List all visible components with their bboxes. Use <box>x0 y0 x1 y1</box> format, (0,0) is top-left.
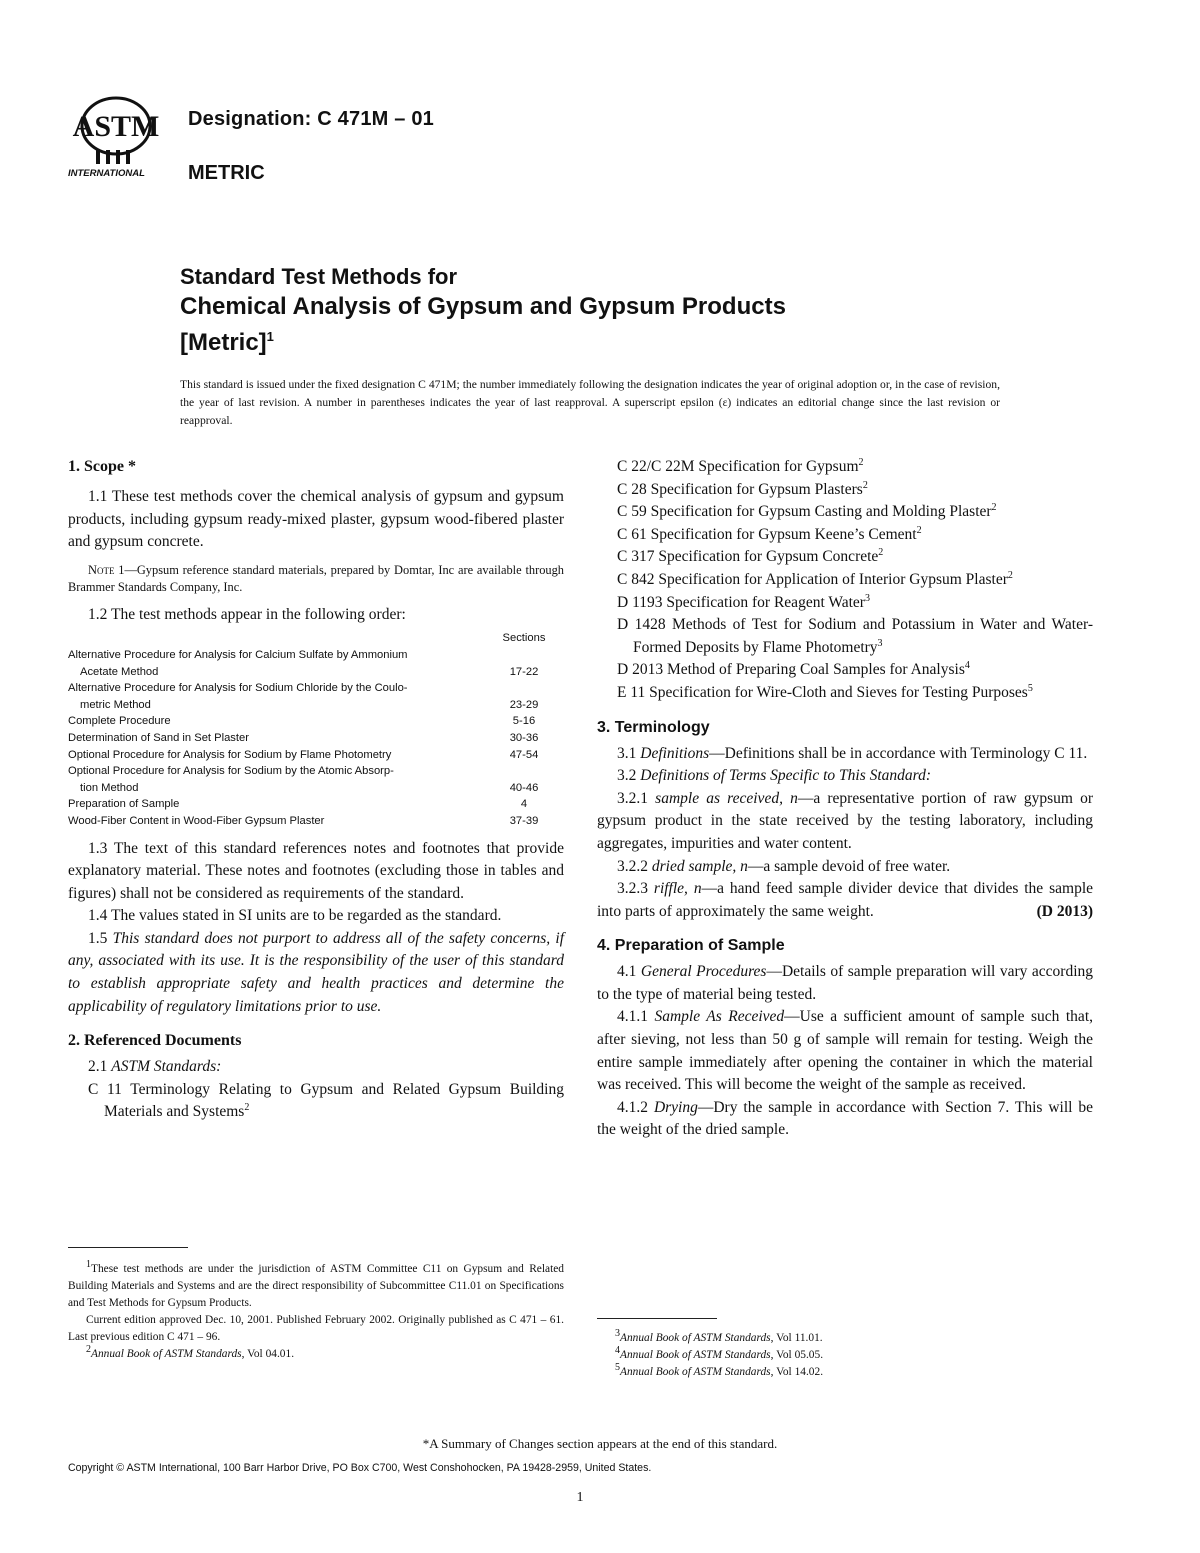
referenced-item: C 22/C 22M Specification for Gypsum$^2$ <box>617 456 864 475</box>
referenced-item: C 317 Specification for Gypsum Concrete$^2$ <box>617 547 884 566</box>
referenced-item: C 61 Specification for Gypsum Keene’s Cement$^2$ <box>617 524 922 543</box>
footnote-rule-left <box>68 1247 188 1248</box>
title-footnote-mark: 1 <box>266 329 274 344</box>
sections-number: 4 <box>520 798 528 811</box>
section-heading-scope: 1. Scope * <box>68 458 136 475</box>
paragraph-3-2-2: 3.2.2 dried sample, n—a sample devoid of free water. <box>617 857 951 875</box>
sections-row: Alternative Procedure for Analysis for Sodium Chloride by the Coulo- metric Method 23-29 <box>68 680 554 713</box>
footnote-3: $^3$Annual Book of ASTM Standards, Vol 11.01. <box>615 1328 823 1344</box>
astm-logo-icon <box>66 96 172 180</box>
sections-row: Complete Procedure 5-16 <box>68 713 554 730</box>
referenced-item: C 28 Specification for Gypsum Plasters$^2$ <box>617 479 868 498</box>
paragraph-3-2-1: 3.2.1 sample as received, n—a representative portion of raw gypsum or gypsum product in the state received by the testing laboratory, including aggregates, impurities and water content. <box>597 789 1094 852</box>
section-heading-referenced: 2. Referenced Documents <box>68 1032 242 1050</box>
paragraph-2-1: 2.1 ASTM Standards: <box>88 1058 222 1076</box>
footnote-1: $^1$These test methods are under the jurisdiction of ASTM Committee C11 on Gypsum and Related Building Materials and Systems and are the direct responsibility of Subcommittee C11.01 on Specifications and Test Methods for Gypsum Products. <box>68 1259 564 1309</box>
sections-number: 40-46 <box>509 781 539 794</box>
sections-header-row <box>68 630 554 647</box>
paragraph-4-1: 4.1 General Procedures—Details of sample preparation will vary according to the type of material being tested. <box>597 963 1094 1003</box>
paragraph-3-2-3: 3.2.3 riffle, n—a hand feed sample divider device that divides the sample into parts of approximately the same weight. (D 2013) <box>597 878 1093 923</box>
ref-c11: C 11 Terminology Relating to Gypsum and Related Gypsum Building Materials and Systems$^2$ <box>88 1080 564 1121</box>
sections-row: Optional Procedure for Analysis for Sodium by the Atomic Absorp- tion Method 40-46 <box>68 763 554 796</box>
sections-row: Determination of Sand in Set Plaster 30-36 <box>68 730 554 747</box>
note-1: Note 1—Gypsum reference standard materials, prepared by Domtar, Inc are available through Brammer Standards Company, Inc. <box>68 562 564 594</box>
metric-label: METRIC <box>188 162 265 184</box>
summary-note: *A Summary of Changes section appears at the end of this standard. <box>422 1436 778 1451</box>
referenced-item: C 842 Specification for Application of Interior Gypsum Plaster$^2$ <box>617 569 1013 588</box>
left-column <box>68 456 564 1124</box>
sections-number: 5-16 <box>512 715 536 728</box>
document-title <box>180 262 1080 358</box>
sections-number: 37-39 <box>509 814 539 827</box>
paragraph-1-1: 1.1 These test methods cover the chemical analysis of gypsum and gypsum products, including gypsum ready-mixed plaster, gypsum wood-fibered plaster and gypsum concrete. <box>68 488 564 551</box>
sections-header: Sections <box>502 632 546 645</box>
sections-row: Preparation of Sample 4 <box>68 796 554 813</box>
footnote-5: $^5$Annual Book of ASTM Standards, Vol 14.02. <box>615 1362 824 1378</box>
copyright: Copyright © ASTM International, 100 Barr Harbor Drive, PO Box C700, West Conshohocken, PA 19428-2959, United States. <box>68 1462 652 1474</box>
referenced-item: D 1193 Specification for Reagent Water$^3$ <box>617 592 870 611</box>
paragraph-1-4: 1.4 The values stated in SI units are to be regarded as the standard. <box>88 907 502 925</box>
section-heading-terminology: 3. Terminology <box>597 718 710 736</box>
footnotes-left <box>68 1261 564 1363</box>
footnote-rule-right <box>597 1318 717 1319</box>
sections-row: Wood-Fiber Content in Wood-Fiber Gypsum Plaster 37-39 <box>68 813 554 830</box>
title-line-2: Chemical Analysis of Gypsum and Gypsum Products <box>180 293 786 320</box>
designation: Designation: C 471M – 01 <box>188 108 434 130</box>
paragraph-1-2: 1.2 The test methods appear in the following order: <box>88 605 406 623</box>
referenced-item: D 2013 Method of Preparing Coal Samples for Analysis$^4$ <box>617 660 970 679</box>
paragraph-4-1-2: 4.1.2 Drying—Dry the sample in accordance with Section 7. This will be the weight of the dried sample. <box>597 1098 1094 1139</box>
sections-rows <box>68 647 554 830</box>
svg-text:ASTM: ASTM <box>72 110 160 143</box>
ref-d2013: (D 2013) <box>1036 902 1093 920</box>
title-line-3: [Metric]$^1$ <box>180 329 274 356</box>
footnote-2: $^2$Annual Book of ASTM Standards, Vol 04.01. <box>86 1344 295 1360</box>
sections-number: 17-22 <box>509 665 539 678</box>
referenced-item: D 1428 Methods of Test for Sodium and Potassium in Water and Water-Formed Deposits by Flame Photometry$^3$ <box>617 616 1093 656</box>
section-heading-preparation: 4. Preparation of Sample <box>597 937 785 955</box>
paragraph-3-1: 3.1 Definitions—Definitions shall be in accordance with Terminology C 11. <box>617 744 1088 762</box>
title-line-1: Standard Test Methods for <box>180 264 458 289</box>
issue-note: This standard is issued under the fixed designation C 471M; the number immediately following the designation indicates the year of original adoption or, in the case of revision, the year of last revision. A number in parentheses indicates the year of last reapproval. A superscript epsilon (ε) indicates an editorial change since the last revision or reapproval. <box>180 378 1000 427</box>
sections-number: 23-29 <box>509 698 539 711</box>
referenced-item: E 11 Specification for Wire-Cloth and Sieves for Testing Purposes$^5$ <box>617 682 1033 701</box>
paragraph-4-1-1: 4.1.1 Sample As Received—Use a sufficient amount of sample such that, after sieving, not less than 50 g of sample will remain for testing. Weigh the entire sample immediately after opening the container in which the material was received. This will become the weight of the sample as received. <box>597 1008 1093 1094</box>
page-number: 1 <box>576 1490 584 1505</box>
paragraph-1-3: 1.3 The text of this standard references notes and footnotes that provide explanatory material. These notes and footnotes (excluding those in tables and figures) shall not be considered as requirements of the standard. <box>68 839 564 902</box>
logo-text: INTERNATIONAL <box>68 168 145 179</box>
footnotes-right <box>597 1330 1093 1381</box>
astm-logo <box>66 96 172 180</box>
paragraph-1-5: 1.5 This standard does not purport to address all of the safety concerns, if any, associated with its use. It is the responsibility of the user of this standard to establish appropriate safety and health practices and determine the applicability of regulatory limitations prior to use. <box>68 929 565 1015</box>
footnote-4: $^4$Annual Book of ASTM Standards, Vol 05.05. <box>615 1345 824 1361</box>
sections-row: Optional Procedure for Analysis for Sodium by Flame Photometry 47-54 <box>68 747 554 764</box>
referenced-item: C 59 Specification for Gypsum Casting and Molding Plaster$^2$ <box>617 502 997 521</box>
paragraph-3-2: 3.2 Definitions of Terms Specific to This Standard: <box>617 767 932 785</box>
footnote-1b: Current edition approved Dec. 10, 2001. Published February 2002. Originally published as C 471 – 61. Last previous edition C 471 – 96. <box>68 1314 564 1343</box>
sections-row: Alternative Procedure for Analysis for Calcium Sulfate by Ammonium Acetate Method 17-22 <box>68 647 554 680</box>
sections-number: 30-36 <box>509 731 539 744</box>
referenced-list <box>597 456 1093 705</box>
right-column <box>597 456 1093 1142</box>
sections-table <box>68 630 554 829</box>
sections-number: 47-54 <box>509 748 539 761</box>
